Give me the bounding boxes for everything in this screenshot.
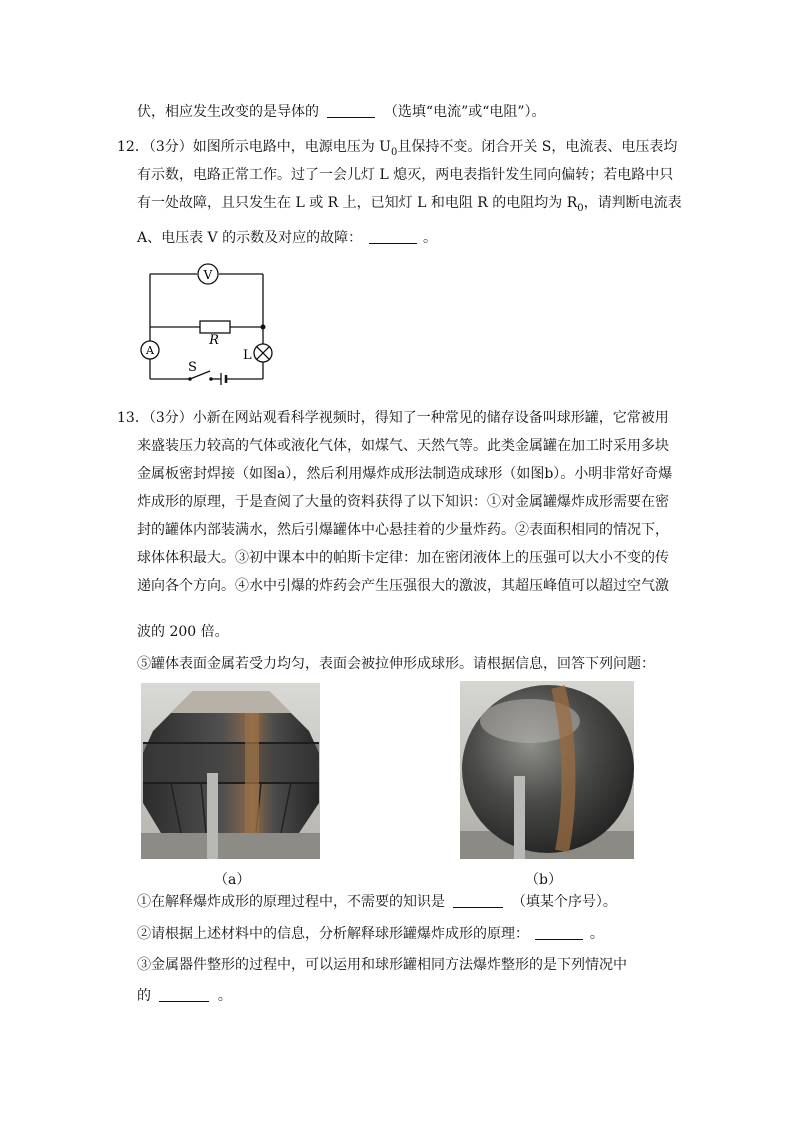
photo-a-welded-tank (141, 683, 320, 859)
q11-tail-line (137, 103, 546, 121)
q13-sub2 (137, 925, 604, 943)
lamp-label: L (243, 348, 252, 363)
q12-text: A、电压表 V 的示数及对应的故障： (137, 230, 363, 246)
q13-sub1-text: ①在解释爆炸成形的原理过程中，不需要的知识是 (137, 894, 445, 910)
q13-sub3-line1: ③金属器件整形的过程中，可以运用和球形罐相同方法爆炸整形的是下列情况中 (137, 957, 627, 973)
caption-a: （a） (214, 872, 251, 888)
circuit-diagram (135, 258, 285, 388)
voltmeter-symbol (198, 264, 218, 284)
q12-text: 有一处故障，且只发生在 L 或 R 上，已知灯 L 和电阻 R 的电阻均为 R (137, 195, 578, 211)
q13-line6: 球体体积最大。③初中课本中的帕斯卡定律：加在密闭液体上的压强可以大小不变的传 (137, 550, 669, 566)
q12-subscript: 0 (577, 202, 584, 214)
photo-b-spherical-tank (460, 681, 634, 859)
answer-blank[interactable] (453, 893, 503, 908)
resistor-symbol (200, 321, 230, 333)
q12-line1 (117, 138, 677, 162)
q12-line4 (137, 229, 437, 247)
q13-line8: 波的 200 倍。 (137, 624, 229, 640)
q12-line2: 有示数，电路正常工作。过了一会儿灯 L 熄灭，两电表指针发生同向偏转；若电路中只 (137, 167, 674, 183)
q13-line2: 来盛装压力较高的气体或液化气体，如煤气、天然气等。此类金属罐在加工时采用多块 (137, 438, 669, 454)
q13-line3: 金属板密封焊接（如图a），然后利用爆炸成形法制造成球形（如图b）。小明非常好奇爆 (137, 466, 673, 482)
q12-text: 12．（3分）如图所示电路中，电源电压为 U (117, 139, 391, 155)
q13-sub1-text-after: （填某个序号）。 (511, 894, 617, 910)
q12-text-rest: 且保持不变。闭合开关 S，电流表、电压表均 (397, 139, 678, 155)
resistor-label: R (209, 333, 219, 348)
q13-sub1 (137, 893, 617, 911)
q13-line9: ⑤罐体表面金属若受力均匀，表面会被拉伸形成球形。请根据信息，回答下列问题： (137, 656, 655, 672)
switch-label: S (188, 360, 197, 375)
q11-text: 伏，相应发生改变的是导体的 (137, 104, 319, 120)
q12-subscript: 0 (390, 146, 398, 158)
answer-blank[interactable] (327, 103, 375, 118)
q12-line3 (137, 194, 682, 218)
q13-line7: 递向各个方向。④水中引爆的炸药会产生压强很大的激波，其超压峰值可以超过空气激 (137, 578, 669, 594)
q13-line5: 封的罐体内部装满水，然后引爆罐体中心悬挂着的少量炸药。②表面积相同的情况下， (137, 522, 669, 538)
answer-blank[interactable] (535, 925, 583, 940)
answer-blank[interactable] (369, 229, 417, 244)
q13-sub3-line2 (137, 987, 232, 1005)
q13-sub2-text: ②请根据上述材料中的信息，分析解释球形罐爆炸成形的原理： (137, 926, 529, 942)
q11-text-after: （选填“电流”或“电阻”）。 (383, 104, 546, 120)
lamp-symbol (254, 344, 272, 362)
ammeter-label: A (146, 344, 154, 357)
q12-text-after: 。 (423, 230, 438, 246)
caption-b: （b） (525, 872, 562, 888)
q12-text-rest: ，请判断电流表 (583, 195, 682, 211)
q13-sub3-text: 的 (137, 988, 151, 1004)
q13-sub3-text-after: 。 (217, 988, 232, 1004)
q13-line1: 13．（3分）小新在网站观看科学视频时，得知了一种常见的储存设备叫球形罐，它常被用 (117, 410, 669, 426)
q13-sub2-text-after: 。 (589, 926, 604, 942)
answer-blank[interactable] (159, 987, 209, 1002)
voltmeter-label: V (203, 268, 213, 282)
q13-line4: 炸成形的原理，于是查阅了大量的资料获得了以下知识：①对金属罐爆炸成形需要在密 (137, 494, 669, 510)
ammeter-symbol (141, 341, 159, 359)
